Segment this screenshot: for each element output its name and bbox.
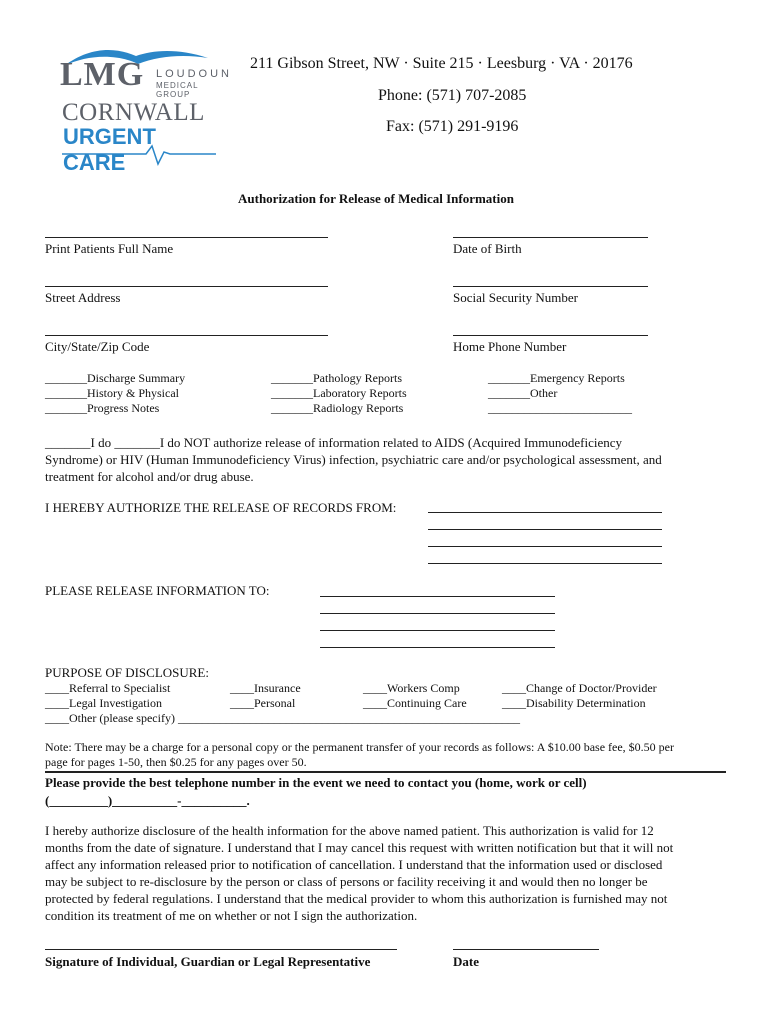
contact-prompt: Please provide the best telephone number in the event we need to contact you (home, work or cell) — [45, 775, 587, 790]
record-option-progress-notes[interactable]: _______Progress Notes — [45, 401, 160, 415]
record-option-history-physical[interactable]: _______History & Physical — [45, 386, 179, 400]
authorization-text-6: condition its treatment of me on whether or not I sign the authorization. — [45, 908, 418, 923]
release-to-field-1[interactable] — [320, 596, 555, 597]
release-from-label: I HEREBY AUTHORIZE THE RELEASE OF RECORDS FROM: — [45, 500, 397, 515]
ssn-label: Social Security Number — [453, 290, 578, 305]
full-name-field[interactable] — [45, 237, 328, 238]
authorization-text-1: I hereby authorize disclosure of the health information for the above named patient. This authorization is valid for 12 — [45, 823, 654, 838]
clinic-phone: Phone: (571) 707-2085 — [378, 87, 527, 104]
signature-date-field[interactable] — [453, 949, 599, 950]
street-address-label: Street Address — [45, 290, 121, 305]
fee-note-line-1: Note: There may be a charge for a personal copy or the permanent transfer of your records as follows: A $10.00 base fee, $0.50 per — [45, 740, 675, 754]
logo-cornwall-text: CORNWALL — [62, 99, 205, 126]
record-option-laboratory-reports[interactable]: _______Laboratory Reports — [271, 386, 407, 400]
signature-label: Signature of Individual, Guardian or Legal Representative — [45, 954, 371, 969]
signature-field[interactable] — [45, 949, 397, 950]
record-option-pathology-reports[interactable]: _______Pathology Reports — [271, 371, 402, 385]
purpose-label: PURPOSE OF DISCLOSURE: — [45, 665, 209, 680]
consent-line-1[interactable]: _______I do _______I do NOT authorize release of information related to AIDS (Acquired Immunodeficiency — [45, 435, 623, 450]
full-name-label: Print Patients Full Name — [45, 241, 174, 256]
purpose-other-specify[interactable]: ____Other (please specify) _________________________________________________________ — [45, 711, 520, 725]
purpose-legal-investigation[interactable]: ____Legal Investigation — [45, 696, 162, 710]
clinic-address: 211 Gibson Street, NW · Suite 215 · Leesburg · VA · 20176 — [250, 55, 633, 72]
logo-urgent-care-text: URGENT CARE — [63, 124, 156, 175]
contact-phone-field[interactable]: (_________)__________-__________. — [45, 793, 250, 808]
record-option-emergency-reports[interactable]: _______Emergency Reports — [488, 371, 625, 385]
release-from-field-3[interactable] — [428, 546, 662, 547]
form-title: Authorization for Release of Medical Information — [238, 191, 514, 206]
purpose-personal[interactable]: ____Personal — [230, 696, 296, 710]
dob-label: Date of Birth — [453, 241, 522, 256]
section-divider — [45, 771, 726, 773]
authorization-text-2: months from the date of signature. I understand that I may cancel this request with written notification but that it will not — [45, 840, 674, 855]
release-from-field-4[interactable] — [428, 563, 662, 564]
ssn-field[interactable] — [453, 286, 648, 287]
authorization-text-3: affect any information released prior to notification of cancellation. I understand that the information used or disclosed — [45, 857, 663, 872]
record-option-other[interactable]: _______Other — [488, 386, 558, 400]
heartbeat-line-icon — [58, 142, 220, 166]
clinic-fax: Fax: (571) 291-9196 — [386, 118, 519, 135]
purpose-insurance[interactable]: ____Insurance — [230, 681, 301, 695]
fee-note-line-2: page for pages 1-50, then $0.25 for any pages over 50. — [45, 755, 307, 769]
signature-date-label: Date — [453, 954, 479, 969]
authorization-text-4: may be subject to re-disclosure by the person or class of persons or facility receiving it and would then no longer be — [45, 874, 648, 889]
logo-medical-group-text: MEDICAL GROUP — [156, 81, 199, 99]
city-state-zip-field[interactable] — [45, 335, 328, 336]
record-option-radiology-reports[interactable]: _______Radiology Reports — [271, 401, 404, 415]
release-to-field-4[interactable] — [320, 647, 555, 648]
street-address-field[interactable] — [45, 286, 328, 287]
record-option-discharge-summary[interactable]: _______Discharge Summary — [45, 371, 186, 385]
consent-line-2: Syndrome) or HIV (Human Immunodeficiency Virus) infection, psychiatric care and/or psychological assessment, and — [45, 452, 662, 467]
purpose-disability-determination[interactable]: ____Disability Determination — [502, 696, 646, 710]
logo-lmg-text: LMG — [60, 56, 145, 93]
release-from-field-2[interactable] — [428, 529, 662, 530]
clinic-logo — [58, 46, 233, 175]
city-state-zip-label: City/State/Zip Code — [45, 339, 150, 354]
release-to-field-3[interactable] — [320, 630, 555, 631]
purpose-referral-specialist[interactable]: ____Referral to Specialist — [45, 681, 171, 695]
home-phone-field[interactable] — [453, 335, 648, 336]
consent-line-3: treatment for alcohol and/or drug abuse. — [45, 469, 254, 484]
purpose-workers-comp[interactable]: ____Workers Comp — [363, 681, 460, 695]
release-from-field-1[interactable] — [428, 512, 662, 513]
home-phone-label: Home Phone Number — [453, 339, 567, 354]
logo-loudoun-text: LOUDOUN — [156, 68, 233, 80]
record-other-specify-field[interactable]: ________________________ — [488, 401, 632, 415]
release-to-field-2[interactable] — [320, 613, 555, 614]
release-to-label: PLEASE RELEASE INFORMATION TO: — [45, 583, 270, 598]
authorization-text-5: protected by federal regulations. I understand that the medical provider to whom this authorization is furnished may not — [45, 891, 668, 906]
purpose-continuing-care[interactable]: ____Continuing Care — [363, 696, 467, 710]
dob-field[interactable] — [453, 237, 648, 238]
purpose-change-doctor[interactable]: ____Change of Doctor/Provider — [502, 681, 657, 695]
